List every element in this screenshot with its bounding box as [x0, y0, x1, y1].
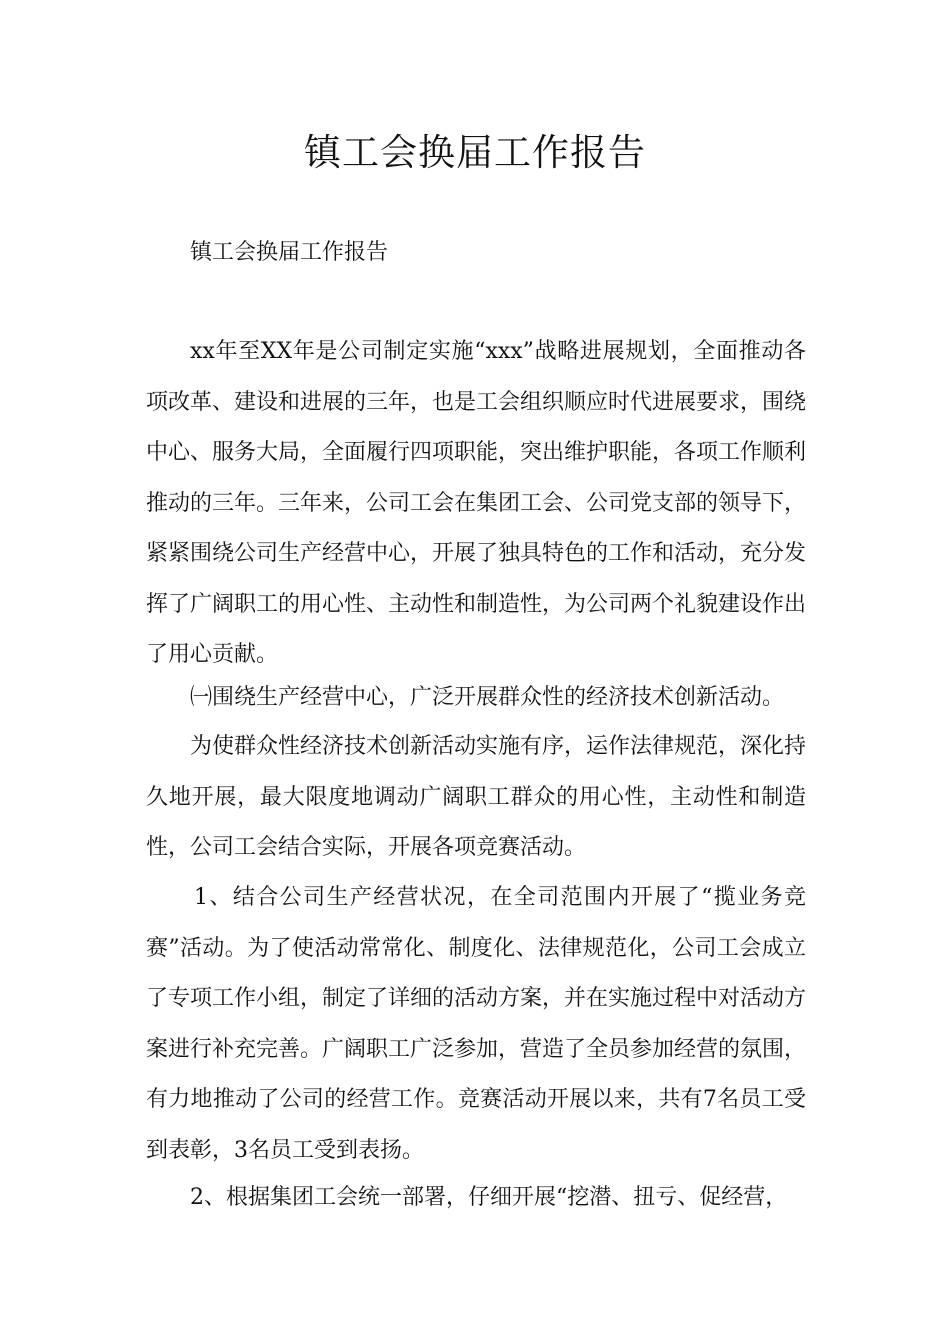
paragraph-section-1: 为使群众性经济技术创新活动实施有序，运作法律规范，深化持久地开展，最大限度地调动广阔职工群众的用心性，主动性和制造性，公司工会结合实际，开展各项竞赛活动。	[146, 734, 807, 860]
document-title: 镇工会换届工作报告	[304, 131, 646, 174]
section-heading-1: ㈠围绕生产经营中心，广泛开展群众性的经济技术创新活动。	[190, 685, 785, 710]
paragraph-intro: xx年至XX年是公司制定实施“xxx”战略进展规划，全面推动各项改革、建设和进展的三年，也是工会组织顺应时代进展要求，围绕中心、服务大局，全面履行四项职能，突出维护职能，各项工作顺利推动的三年。三年来，公司工会在集团工会、公司党支部的领导下，紧紧围绕公司生产经营中心，开展了独具特色的工作和活动，充分发挥了广阔职工的用心性、主动性和制造性，为公司两个礼貌建设作出了用心贡献。	[146, 339, 807, 667]
paragraph-item-2: 2、根据集团工会统一部署，仔细开展“挖潜、扭亏、促经营，	[190, 1185, 788, 1210]
document-subtitle: 镇工会换届工作报告	[190, 240, 389, 265]
paragraph-item-1: 1、结合公司生产经营状况，在全司范围内开展了“揽业务竞赛”活动。为了使活动常常化、制度化、法律规范化，公司工会成立了专项工作小组，制定了详细的活动方案，并在实施过程中对活动方案进行补充完善。广阔职工广泛参加，营造了全员参加经营的氛围，有力地推动了公司的经营工作。竞赛活动开展以来，共有7名员工受到表彰，3名员工受到表扬。	[146, 885, 807, 1163]
